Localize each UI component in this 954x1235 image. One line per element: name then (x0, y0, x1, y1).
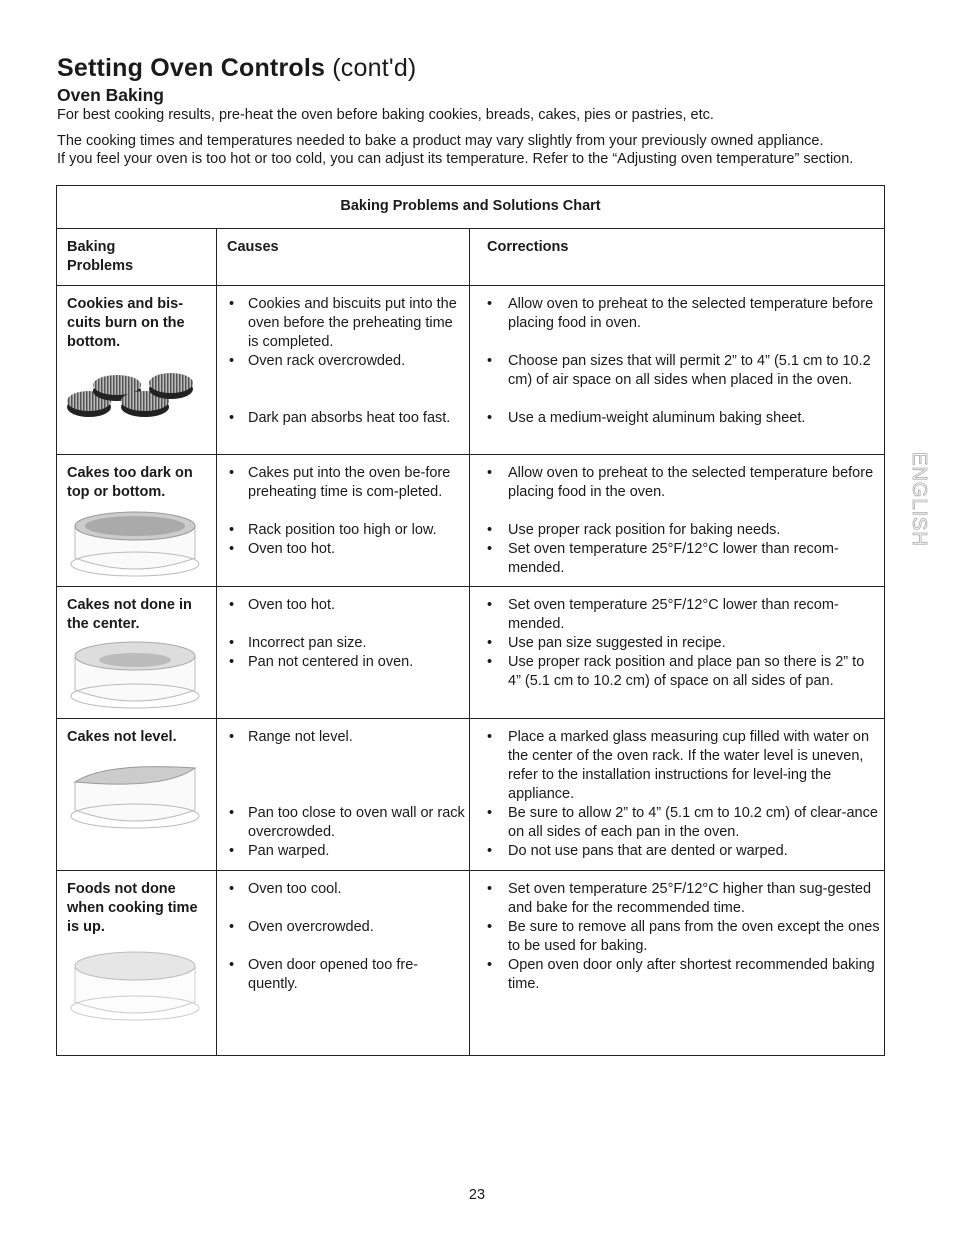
column-header-problems: Baking Problems (57, 228, 217, 285)
sunken-cake-icon (65, 638, 205, 710)
chart-title: Baking Problems and Solutions Chart (57, 186, 884, 229)
column-header-corrections: Corrections (487, 239, 569, 255)
page-title: Setting Oven Controls (cont'd) (57, 54, 417, 82)
cookies-on-sheet-icon (65, 361, 197, 431)
intro-paragraph-1: For best cooking results, pre-heat the oven before baking cookies, breads, cakes, pies or pastries, etc. (57, 107, 714, 123)
pale-cake-icon (65, 948, 205, 1024)
problem-label: Cookies and bis-cuits burn on the bottom. (67, 296, 185, 350)
column-header-causes: Causes (217, 228, 470, 285)
cause-item: • Oven too hot. (217, 596, 465, 615)
table-row (57, 454, 884, 587)
tilted-cake-icon (65, 756, 205, 832)
correction-item: • Be sure to remove all pans from the oven except the ones to be used for baking. (470, 918, 880, 956)
cause-item: • Oven overcrowded. (217, 918, 465, 937)
cause-item: • Pan too close to oven wall or rack overcrowded. (217, 804, 465, 842)
correction-item: • Allow oven to preheat to the selected temperature before placing food in the oven. (470, 464, 880, 502)
problem-label: Cakes too dark on top or bottom. (67, 465, 193, 500)
table-row (57, 285, 884, 455)
svg-text:ENGLISH: ENGLISH (908, 452, 930, 547)
correction-item: • Use proper rack position for baking needs. (470, 521, 880, 540)
intro-paragraph-3: If you feel your oven is too hot or too cold, you can adjust its temperature. Refer to the “Adjusting oven temperature” section. (57, 151, 854, 167)
correction-item: • Set oven temperature 25°F/12°C lower than recom-mended. (470, 540, 880, 578)
problem-label: Cakes not level. (67, 729, 177, 745)
correction-item: • Use a medium-weight aluminum baking sheet. (470, 409, 880, 428)
correction-item: • Use proper rack position and place pan so there is 2” to 4” (5.1 cm to 10.2 cm) of space on all sides of pan. (470, 653, 880, 691)
cause-item: • Pan not centered in oven. (217, 653, 465, 672)
problem-label: Cakes not done in the center. (67, 597, 192, 632)
correction-item: • Choose pan sizes that will permit 2” to 4” (5.1 cm to 10.2 cm) of air space on all sides when placed in the oven. (470, 352, 880, 390)
chart-header-row (57, 228, 884, 286)
problem-label: Foods not done when cooking time is up. (67, 881, 198, 935)
cause-item: • Oven door opened too fre-quently. (217, 956, 465, 994)
cause-item: • Rack position too high or low. (217, 521, 465, 540)
cause-item: • Oven too hot. (217, 540, 465, 559)
correction-item: • Open oven door only after shortest recommended baking time. (470, 956, 880, 994)
cause-item: • Cakes put into the oven be-fore preheating time is com-pleted. (217, 464, 465, 502)
correction-item: • Be sure to allow 2” to 4” (5.1 cm to 10.2 cm) of clear-ance on all sides of each pan in the oven. (470, 804, 880, 842)
correction-item: • Use pan size suggested in recipe. (470, 634, 880, 653)
cause-item: • Cookies and biscuits put into the oven before the preheating time is completed. (217, 295, 465, 352)
cause-item: • Oven rack overcrowded. (217, 352, 465, 371)
cause-item: • Incorrect pan size. (217, 634, 465, 653)
table-row (57, 718, 884, 871)
correction-item: • Set oven temperature 25°F/12°C higher than sug-gested and bake for the recommended time. (470, 880, 880, 918)
cause-item: • Oven too cool. (217, 880, 465, 899)
table-row (57, 586, 884, 719)
language-side-tab (900, 450, 930, 570)
dark-cake-icon (65, 508, 205, 578)
correction-item: • Do not use pans that are dented or warped. (470, 842, 880, 861)
cause-item: • Dark pan absorbs heat too fast. (217, 409, 465, 428)
page-header (57, 52, 903, 168)
baking-problems-chart (56, 185, 885, 1056)
section-title: Oven Baking (57, 85, 164, 105)
cause-item: • Pan warped. (217, 842, 465, 861)
intro-paragraph-2: The cooking times and temperatures needed to bake a product may vary slightly from your previously owned appliance. (57, 133, 824, 149)
table-row (57, 870, 884, 1055)
correction-item: • Set oven temperature 25°F/12°C lower than recom-mended. (470, 596, 880, 634)
cause-item: • Range not level. (217, 728, 465, 747)
page-number: 23 (468, 1187, 486, 1203)
correction-item: • Allow oven to preheat to the selected temperature before placing food in oven. (470, 295, 880, 333)
correction-item: • Place a marked glass measuring cup filled with water on the center of the oven rack. If the water level is uneven, refer to the installation instructions for level-ing the appliance. (470, 728, 880, 804)
